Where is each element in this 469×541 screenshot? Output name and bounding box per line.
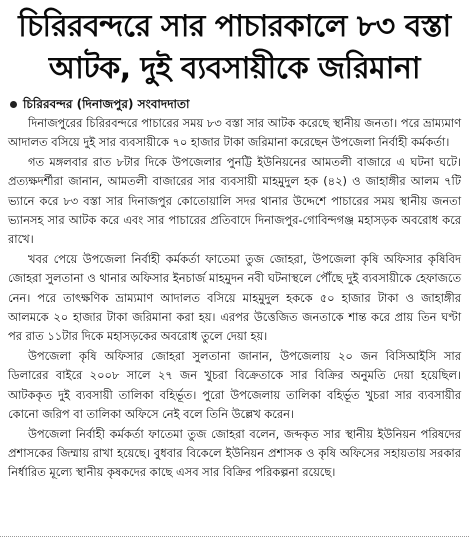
dateline [8, 96, 461, 112]
paragraph-2: গত মঙ্গলবার রাত ৮টার দিকে উপজেলার পুনট্টি ইউনিয়নের আমতলী বাজারে এ ঘটনা ঘটে। প্রত্যক্ষদর্শীরা জানান, আমতলী বাজারের সার ব্যবসায়ী মাহমুদুল হক (৪২) ও জাহাঙ্গীর আলম ৭টি ভ্যানে করে ৮৩ বস্তা সার দিনাজপুর কোতোয়ালি সদর থানার উদ্দেশে পাচারের সময় স্থানীয় জনতা ভ্যানসহ সার আটক করে এবং সার পাচারের প্রতিবাদে দিনাজপুর-গোবিন্দগঞ্জ মহাসড়ক অবরোধ করে রাখে। [8, 154, 461, 247]
paragraph-1: দিনাজপুরের চিরিরবন্দরে পাচারের সময় ৮৩ বস্তা সার আটক করেছে স্থানীয় জনতা। পরে ভ্রাম্যমাণ আদালত বসিয়ে দুই সার ব্যবসায়ীকে ৭০ হাজার টাকা জরিমানা করেছেন উপজেলা নির্বাহী কর্মকর্তা। [8, 116, 461, 150]
dateline-place: চিরিরবন্দর (দিনাজপুর) [23, 97, 134, 111]
article-body [8, 114, 461, 483]
bullet-icon [10, 101, 17, 108]
paragraph-3: খবর পেয়ে উপজেলা নির্বাহী কর্মকর্তা ফাতেমা তুজ জোহরা, উপজেলা কৃষি অফিসার কৃষিবিদ জোহরা সুলতানা ও থানার অফিসার ইনচার্জ মাহমুদন নবী ঘটনাস্থলে পৌঁছে দুই ব্যবসায়ীকে হেফাজতে নেন। পরে তাৎক্ষণিক ভ্রাম্যমাণ আদালত বসিয়ে মাহমুদুল হককে ৫০ হাজার টাকা ও জাহাঙ্গীর আলমকে ২০ হাজার টাকা জরিমানা করা হয়। এরপর উত্তেজিত জনতাকে শান্ত করে প্রায় তিন ঘণ্টা পর রাত ১১টার দিকে মহাসড়কের অবরোধ তুলে দেয়া হয়। [8, 251, 461, 344]
bottom-divider [0, 536, 469, 541]
headline-line-2: আটক, দুই ব্যবসায়ীকে জরিমানা [48, 51, 421, 86]
paragraph-4: উপজেলা কৃষি অফিসার জোহরা সুলতানা জানান, উপজেলায় ২০ জন বিসিআইসি সার ডিলারের বাইরে ২০০৮ সালে ২৭ জন খুচরা বিক্রেতাকে সার বিক্রির অনুমতি দেয়া হয়েছিল। আটককৃত দুই ব্যবসায়ী তালিকা বহির্ভূত। পুরো উপজেলায় তালিকা বহির্ভূত খুচরা সার ব্যবসায়ীর কোনো জরিপ বা তালিকা অফিসে নেই বলে তিনি উল্লেখ করেন। [8, 348, 461, 422]
paragraph-5: উপজেলা নির্বাহী কর্মকর্তা ফাতেমা তুজ জোহরা বলেন, জব্দকৃত সার স্থানীয় ইউনিয়ন পরিষদের প্রশাসকের জিম্মায় রাখা হয়েছে। বুধবার বিকেলে ইউনিয়ন প্রশাসক ও কৃষি অফিসের সহায়তায় সরকার নির্ধারিত মূল্যে স্থানীয় কৃষকদের কাছে এসব সার বিক্রির পরিকল্পনা রয়েছে। [8, 426, 461, 480]
headline-line-1: চিরিরবন্দরে সার পাচারকালে ৮৩ বস্তা [18, 9, 451, 44]
dateline-byline: সংবাদদাতা [137, 97, 190, 111]
headline [8, 6, 461, 90]
